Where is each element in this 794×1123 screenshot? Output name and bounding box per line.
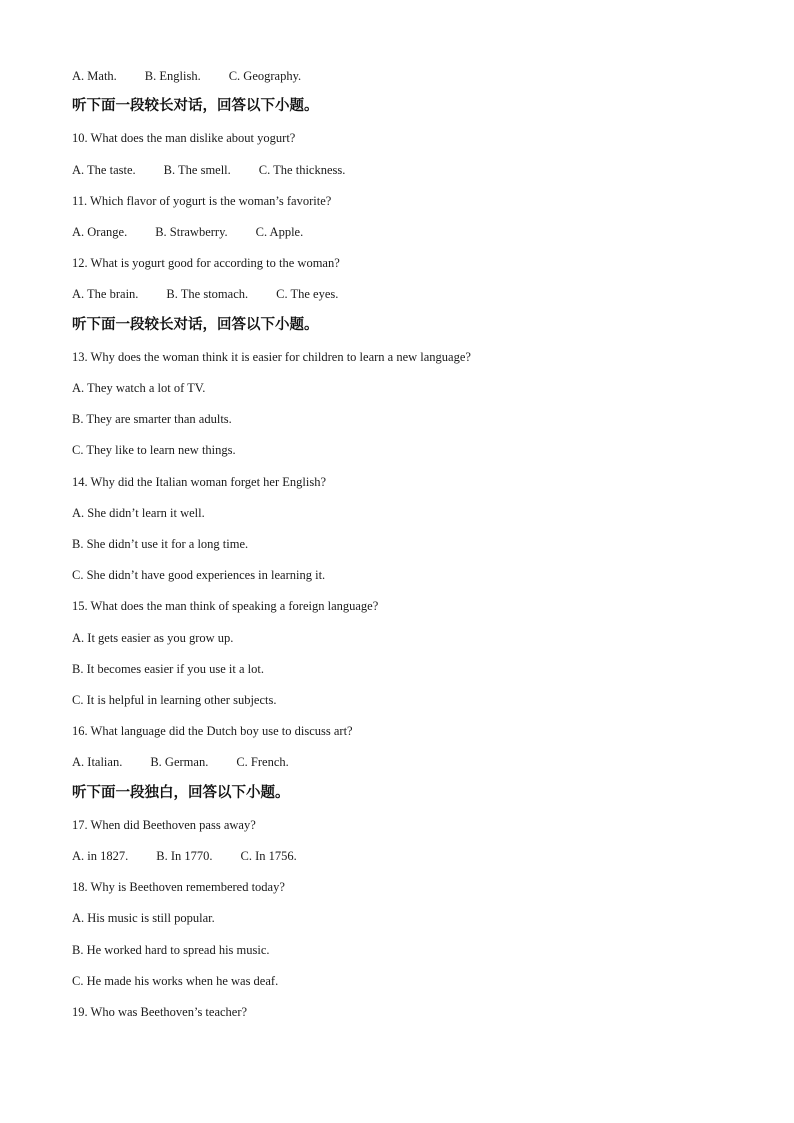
- question-line: C. They like to learn new things.: [72, 443, 236, 458]
- question-line: A. They watch a lot of TV.: [72, 381, 206, 395]
- answer-option: B. German.: [150, 755, 209, 770]
- answer-option: C. Geography.: [228, 69, 302, 83]
- answer-option: B. The smell.: [163, 162, 231, 177]
- question-line: B. It becomes easier if you use it a lot.: [72, 661, 264, 676]
- question-line: A. His music is still popular.: [72, 911, 215, 926]
- answer-option: C. French.: [236, 755, 289, 770]
- answer-options-row: [72, 754, 289, 770]
- answer-option: C. Apple.: [255, 225, 304, 239]
- answer-option: B. English.: [144, 69, 201, 83]
- question-line: 14. Why did the Italian woman forget her English?: [72, 474, 326, 489]
- question-line: 15. What does the man think of speaking a foreign language?: [72, 599, 379, 614]
- answer-options-row: [72, 286, 338, 302]
- question-line: 13. Why does the woman think it is easier for children to learn a new language?: [72, 349, 471, 364]
- answer-option: B. Strawberry.: [155, 225, 228, 239]
- answer-option: A. The brain.: [72, 287, 139, 302]
- question-line: 12. What is yogurt good for according to the woman?: [72, 256, 340, 271]
- answer-options-row: [72, 848, 297, 864]
- answer-options-row: [72, 162, 345, 178]
- answer-options-row: [72, 68, 301, 84]
- question-line: 11. Which flavor of yogurt is the woman’s favorite?: [72, 193, 332, 208]
- question-line: C. He made his works when he was deaf.: [72, 973, 279, 988]
- question-line: B. She didn’t use it for a long time.: [72, 537, 249, 551]
- answer-option: A. Math.: [72, 69, 117, 83]
- answer-option: A. in 1827.: [72, 849, 129, 863]
- question-line: A. It gets easier as you grow up.: [72, 630, 234, 645]
- answer-option: A. Italian.: [72, 755, 123, 770]
- question-line: 16. What language did the Dutch boy use to discuss art?: [72, 724, 353, 739]
- answer-option: A. Orange.: [72, 225, 128, 239]
- question-line: 17. When did Beethoven pass away?: [72, 817, 256, 832]
- question-line: 18. Why is Beethoven remembered today?: [72, 880, 285, 895]
- answer-option: C. The eyes.: [276, 287, 339, 302]
- question-line: C. She didn’t have good experiences in learning it.: [72, 568, 326, 583]
- answer-option: A. The taste.: [72, 162, 136, 177]
- answer-option: C. In 1756.: [240, 849, 297, 863]
- section-heading: 听下面一段较长对话，回答以下小题。: [72, 98, 319, 115]
- answer-option: C. The thickness.: [258, 162, 346, 177]
- question-line: A. She didn’t learn it well.: [72, 505, 205, 520]
- answer-option: B. In 1770.: [156, 849, 213, 863]
- question-line: C. It is helpful in learning other subjects.: [72, 693, 277, 707]
- question-line: B. They are smarter than adults.: [72, 412, 232, 427]
- question-line: 19. Who was Beethoven’s teacher?: [72, 1005, 248, 1019]
- answer-options-row: [72, 224, 303, 240]
- section-heading: 听下面一段较长对话，回答以下小题。: [72, 316, 319, 333]
- answer-option: B. The stomach.: [166, 287, 249, 302]
- question-line: 10. What does the man dislike about yogurt?: [72, 131, 296, 146]
- question-line: B. He worked hard to spread his music.: [72, 942, 270, 957]
- section-heading: 听下面一段独白，回答以下小题。: [72, 784, 290, 801]
